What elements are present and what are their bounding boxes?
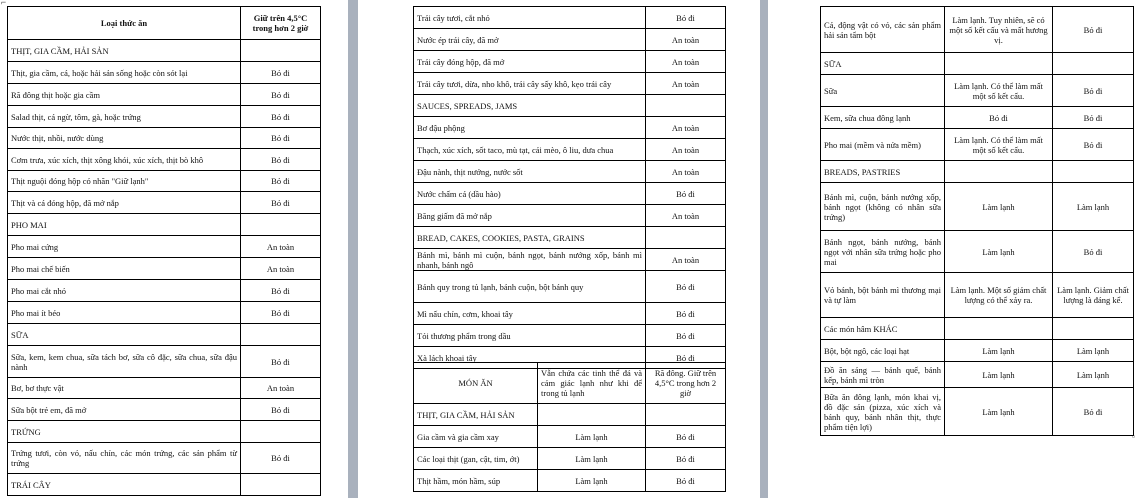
table-row	[414, 139, 726, 161]
table-cell: Làm lạnh	[1053, 340, 1134, 362]
table-cell: Nước ép trái cây, đã mở	[414, 29, 646, 51]
table-row	[8, 236, 321, 258]
document-page-3	[768, 0, 1148, 498]
table-row	[414, 426, 726, 448]
table-cell: Bỏ đi	[241, 149, 321, 171]
table-cell: An toàn	[241, 236, 321, 258]
table-cell: Bỏ đi	[241, 62, 321, 84]
table-cell	[241, 324, 321, 346]
table-row	[821, 388, 1134, 436]
table-cell: MÓN ĂN	[414, 363, 538, 404]
page-corner-mark: ⌐	[1, 0, 7, 7]
table-cell: Bỏ đi	[646, 325, 726, 347]
table-cell: Làm lạnh	[1053, 183, 1134, 231]
table-cell: Salad thịt, cá ngừ, tôm, gà, hoặc trứng	[8, 106, 241, 128]
table-row	[414, 51, 726, 73]
table-cell: Tỏi thương phẩm trong dầu	[414, 325, 646, 347]
table-cell: Nước thịt, nhồi, nước dùng	[8, 128, 241, 149]
table-cell: Bỏ đi	[1053, 129, 1134, 161]
table-cell: Trái cây tươi, dừa, nho khô, trái cây sấy khô, kẹo trái cây	[414, 73, 646, 95]
table-cell: Bỏ đi	[241, 399, 321, 421]
table-row	[821, 75, 1134, 107]
table-cell: Làm lạnh. Một số giảm chất lượng có thể xảy ra.	[945, 273, 1053, 318]
table-row	[414, 29, 726, 51]
table-cell: Bỏ đi	[646, 303, 726, 325]
page-gutter	[348, 0, 358, 498]
table-cell: Bỏ đi	[241, 280, 321, 302]
table-row	[414, 227, 726, 249]
table-cell: Trứng tươi, còn vỏ, nấu chín, các món trứng, các sản phẩm từ trứng	[8, 443, 241, 474]
table-cell: Kem, sữa chua đông lạnh	[821, 107, 945, 129]
table-cell: Trái cây đóng hộp, đã mở	[414, 51, 646, 73]
table-cell: Bỏ đi	[646, 7, 726, 29]
table-row	[414, 470, 726, 492]
table-cell	[646, 95, 726, 117]
table-cell: BREAD, CAKES, COOKIES, PASTA, GRAINS	[414, 227, 646, 249]
table-cell: Bỏ đi	[1053, 231, 1134, 273]
table-row	[8, 106, 321, 128]
table-cell	[538, 404, 646, 426]
table-row	[821, 318, 1134, 340]
table-row	[414, 271, 726, 303]
table-cell: Làm lạnh. Có thể làm mất một số kết cấu.	[945, 75, 1053, 107]
frozen-food-table-continued	[820, 6, 1134, 436]
table-cell: An toàn	[646, 29, 726, 51]
table-cell: Làm lạnh	[945, 183, 1053, 231]
table-row	[414, 95, 726, 117]
table-cell: Xà lách khoai tây	[414, 347, 646, 369]
table-row	[821, 362, 1134, 388]
table-cell: Bỏ đi	[945, 107, 1053, 129]
table-row	[414, 205, 726, 227]
table-cell	[241, 421, 321, 443]
table-cell: Các loại thịt (gan, cật, tim, ớt)	[414, 448, 538, 470]
table-cell: Pho mai cứng	[8, 236, 241, 258]
table-cell: An toàn	[241, 378, 321, 399]
table-cell: Rã đông. Giữ trên 4,5°C trong hơn 2 giờ	[646, 363, 726, 404]
table-cell: Làm lạnh	[538, 470, 646, 492]
table-row	[8, 378, 321, 399]
table-cell: Làm lạnh. Giảm chất lượng là đáng kể.	[1053, 273, 1134, 318]
table-row	[8, 171, 321, 192]
table-cell: Làm lạnh. Có thể làm mất một số kết cấu.	[945, 129, 1053, 161]
table-row	[414, 404, 726, 426]
table-cell: Bỏ đi	[646, 271, 726, 303]
table-cell: Bỏ đi	[241, 84, 321, 106]
table-cell: Pho mai cắt nhỏ	[8, 280, 241, 302]
table-cell: Bánh ngọt, bánh nướng, bánh ngọt với nhân sữa trứng hoặc pho mai	[821, 231, 945, 273]
table-cell: Thạch, xúc xích, sốt taco, mù tạt, cải mèo, ô liu, dưa chua	[414, 139, 646, 161]
table-cell: Làm lạnh	[945, 340, 1053, 362]
table-row	[414, 249, 726, 271]
table-cell: TRỨNG	[8, 421, 241, 443]
table-row	[821, 129, 1134, 161]
table-cell: Làm lạnh	[538, 448, 646, 470]
table-cell: Bánh mì, cuộn, bánh nướng xốp, bánh ngọt (không có nhân sữa trứng)	[821, 183, 945, 231]
table-cell: Gia cầm và gia cầm xay	[414, 426, 538, 448]
table-row	[8, 214, 321, 236]
table-cell: Thịt và cá đóng hộp, đã mở nắp	[8, 192, 241, 214]
table-cell: Bỏ đi	[241, 443, 321, 474]
table-cell: Bỏ đi	[241, 106, 321, 128]
table-cell: Làm lạnh	[538, 426, 646, 448]
table-cell	[241, 40, 321, 62]
table-cell: Nước chấm cá (dầu hào)	[414, 183, 646, 205]
table-cell: Bỏ đi	[1053, 107, 1134, 129]
table-cell: Bánh mì, bánh mì cuộn, bánh ngọt, bánh nướng xốp, bánh mì nhanh, bánh ngô	[414, 249, 646, 271]
table-cell: Pho mai chế biến	[8, 258, 241, 280]
table-cell: Làm lạnh	[945, 362, 1053, 388]
table-cell: Làm lạnh	[945, 231, 1053, 273]
table-cell: BREADS, PASTRIES	[821, 161, 945, 183]
table-cell: Bỏ đi	[1053, 7, 1134, 53]
table-row	[821, 340, 1134, 362]
table-cell: Đậu nành, thịt nướng, nước sốt	[414, 161, 646, 183]
table-cell: Sữa, kem, kem chua, sữa tách bơ, sữa cô đặc, sữa chua, sữa đậu nành	[8, 346, 241, 378]
table-row	[821, 273, 1134, 318]
table-cell: Sữa bột trẻ em, đã mở	[8, 399, 241, 421]
table-cell	[1053, 53, 1134, 75]
table-cell: Mì nấu chín, cơm, khoai tây	[414, 303, 646, 325]
table-cell: Làm lạnh	[1053, 362, 1134, 388]
table-cell: Loại thức ăn	[8, 7, 241, 40]
table-cell: Bột, bột ngô, các loại hạt	[821, 340, 945, 362]
table-cell	[945, 53, 1053, 75]
table-cell: Bánh quy trong tủ lạnh, bánh cuộn, bột bánh quy	[414, 271, 646, 303]
table-row	[8, 84, 321, 106]
table-row	[414, 303, 726, 325]
table-cell: Thịt nguội đóng hộp có nhãn "Giữ lạnh"	[8, 171, 241, 192]
table-row	[8, 280, 321, 302]
table-row	[8, 474, 321, 496]
table-row	[8, 62, 321, 84]
table-resize-handle[interactable]: ▫	[1132, 432, 1135, 441]
frozen-food-table	[413, 362, 726, 492]
table-cell: Làm lạnh	[945, 388, 1053, 436]
table-cell: Bỏ đi	[646, 470, 726, 492]
table-cell	[945, 318, 1053, 340]
table-cell: An toàn	[646, 249, 726, 271]
table-cell: An toàn	[646, 51, 726, 73]
table-row	[821, 183, 1134, 231]
table-row	[8, 40, 321, 62]
table-row	[414, 448, 726, 470]
table-row	[821, 7, 1134, 53]
table-cell: Sữa	[821, 75, 945, 107]
table-cell	[241, 474, 321, 496]
table-cell: Đồ ăn sáng — bánh quế, bánh kếp, bánh mì tròn	[821, 362, 945, 388]
table-row	[414, 7, 726, 29]
table-cell: Làm lạnh. Tuy nhiên, sẽ có một số kết cấu và mất hương vị.	[945, 7, 1053, 53]
table-cell	[646, 404, 726, 426]
table-cell: Bỏ đi	[1053, 75, 1134, 107]
table-cell: THỊT, GIA CẦM, HẢI SẢN	[414, 404, 538, 426]
table-cell: Bữa ăn đông lạnh, món khai vị, đồ đặc sản (pizza, xúc xích và bánh quy, bánh nhân thịt, thực phẩm tiện lợi)	[821, 388, 945, 436]
table-cell: TRÁI CÂY	[8, 474, 241, 496]
table-cell	[1053, 161, 1134, 183]
table-cell: An toàn	[646, 161, 726, 183]
table-row	[8, 258, 321, 280]
table-row	[821, 161, 1134, 183]
table-cell: Cá, động vật có vỏ, các sản phẩm hải sản tẩm bột	[821, 7, 945, 53]
table-cell: Trái cây tươi, cắt nhỏ	[414, 7, 646, 29]
table-cell: Bỏ đi	[646, 426, 726, 448]
table-cell: An toàn	[646, 73, 726, 95]
table-cell: Rã đông thịt hoặc gia cầm	[8, 84, 241, 106]
table-cell	[1053, 318, 1134, 340]
table-cell: Vẫn chứa các tinh thể đá và cảm giác lạnh như khi để trong tủ lạnh	[538, 363, 646, 404]
table-row	[8, 421, 321, 443]
table-cell: Bơ, bơ thực vật	[8, 378, 241, 399]
table-row	[414, 161, 726, 183]
table-cell: Bỏ đi	[241, 346, 321, 378]
table-row	[8, 192, 321, 214]
table-cell: Các món hâm KHÁC	[821, 318, 945, 340]
document-page-1	[0, 0, 348, 498]
table-row	[8, 443, 321, 474]
food-safety-table-2	[413, 6, 726, 369]
table-row	[821, 107, 1134, 129]
table-cell	[241, 214, 321, 236]
table-cell: Bỏ đi	[646, 448, 726, 470]
table-row	[8, 399, 321, 421]
table-cell: Pho mai (mềm và nửa mềm)	[821, 129, 945, 161]
table-row	[8, 346, 321, 378]
table-cell: SAUCES, SPREADS, JAMS	[414, 95, 646, 117]
table-cell: An toàn	[646, 117, 726, 139]
table-cell: THỊT, GIA CẦM, HẢI SẢN	[8, 40, 241, 62]
table-cell: SỮA	[821, 53, 945, 75]
table-row	[414, 73, 726, 95]
table-cell: Bỏ đi	[646, 183, 726, 205]
table-cell: Bỏ đi	[241, 128, 321, 149]
table-cell: An toàn	[646, 205, 726, 227]
table-row	[821, 53, 1134, 75]
table-cell: Bỏ đi	[646, 347, 726, 369]
table-row	[414, 325, 726, 347]
table-cell: Bỏ đi	[241, 192, 321, 214]
table-cell	[646, 227, 726, 249]
table-row	[8, 324, 321, 346]
table-cell: Thịt, gia cầm, cá, hoặc hải sản sống hoặc còn sót lại	[8, 62, 241, 84]
document-page-2	[358, 0, 760, 498]
table-cell: Bỏ đi	[241, 171, 321, 192]
table-cell: Băng giấm đã mở nắp	[414, 205, 646, 227]
table-cell: Giữ trên 4,5°C trong hơn 2 giờ	[241, 7, 321, 40]
table-cell: An toàn	[646, 139, 726, 161]
table-row	[8, 149, 321, 171]
page-gutter	[760, 0, 768, 498]
table-cell: Pho mai ít béo	[8, 302, 241, 324]
table-cell: Cơm trưa, xúc xích, thịt xông khói, xúc xích, thịt bò khô	[8, 149, 241, 171]
table-row	[8, 128, 321, 149]
food-safety-table-1	[7, 6, 321, 496]
table-cell: Bỏ đi	[1053, 388, 1134, 436]
table-cell: Bỏ đi	[241, 302, 321, 324]
table-row	[8, 302, 321, 324]
table-row	[821, 231, 1134, 273]
table-row	[414, 117, 726, 139]
table-cell: Bơ đậu phộng	[414, 117, 646, 139]
table-cell: Vỏ bánh, bột bánh mì thương mại và tự làm	[821, 273, 945, 318]
table-cell: PHO MAI	[8, 214, 241, 236]
table-cell: An toàn	[241, 258, 321, 280]
table-row	[414, 363, 726, 404]
table-row	[8, 7, 321, 40]
table-cell: Thịt hầm, món hầm, súp	[414, 470, 538, 492]
table-row	[414, 183, 726, 205]
table-cell: SỮA	[8, 324, 241, 346]
table-cell	[945, 161, 1053, 183]
